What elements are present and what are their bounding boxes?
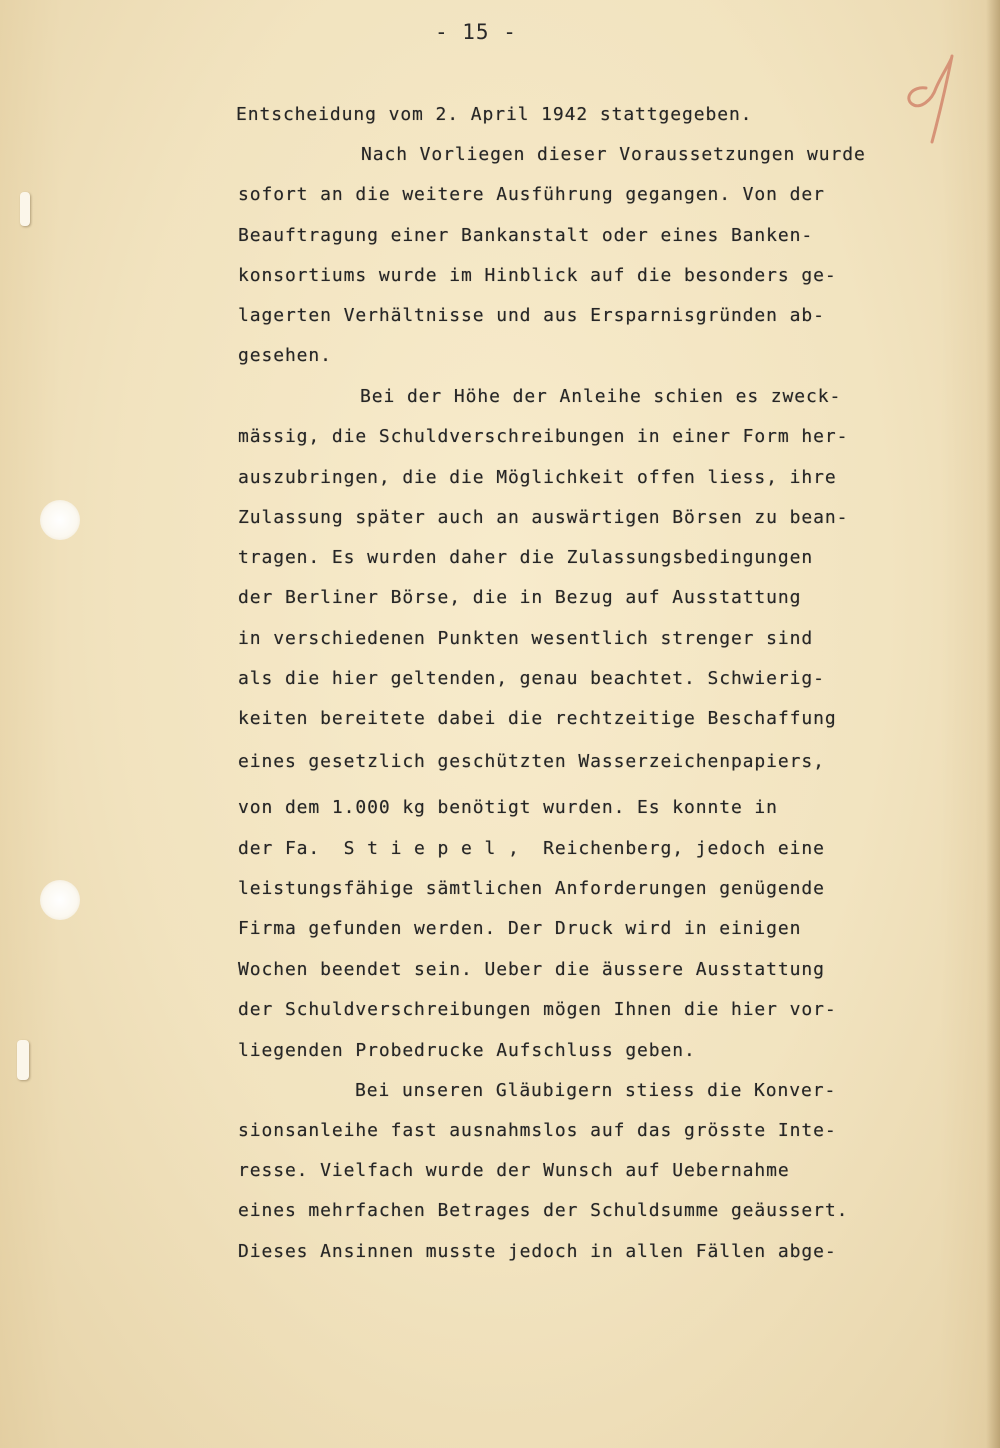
- text-line: gesehen.: [238, 345, 332, 366]
- text-line: sofort an die weitere Ausführung gegangen. Von der: [238, 184, 825, 205]
- paper-tear-upper: [20, 192, 30, 226]
- text-line: auszubringen, die die Möglichkeit offen liess, ihre: [238, 467, 837, 488]
- text-line: eines mehrfachen Betrages der Schuldsumme geäussert.: [238, 1200, 849, 1221]
- text-line: resse. Vielfach wurde der Wunsch auf Uebernahme: [238, 1160, 790, 1181]
- text-line: von dem 1.000 kg benötigt wurden. Es konnte in: [238, 797, 778, 818]
- text-line: Bei der Höhe der Anleihe schien es zweck-: [360, 386, 842, 407]
- margin-annotation: [892, 52, 964, 144]
- text-line: keiten bereitete dabei die rechtzeitige Beschaffung: [238, 708, 837, 729]
- text-line: Nach Vorliegen dieser Voraussetzungen wurde: [361, 144, 866, 165]
- text-line: tragen. Es wurden daher die Zulassungsbedingungen: [238, 547, 814, 568]
- text-line: Firma gefunden werden. Der Druck wird in einigen: [238, 918, 802, 939]
- text-line: eines gesetzlich geschützten Wasserzeichenpapiers,: [238, 751, 825, 772]
- text-line: als die hier geltenden, genau beachtet. Schwierig-: [238, 668, 825, 689]
- text-line: leistungsfähige sämtlichen Anforderungen genügende: [238, 878, 825, 899]
- text-line: Wochen beendet sein. Ueber die äussere Ausstattung: [238, 959, 825, 980]
- text-line: in verschiedenen Punkten wesentlich strenger sind: [238, 628, 814, 649]
- text-line: Zulassung später auch an auswärtigen Börsen zu bean-: [238, 507, 849, 528]
- punch-hole-upper: [40, 500, 80, 540]
- text-line: mässig, die Schuldverschreibungen in einer Form her-: [238, 426, 849, 447]
- paper-tear-lower: [17, 1040, 29, 1080]
- text-line: Dieses Ansinnen musste jedoch in allen Fällen abge-: [238, 1241, 837, 1262]
- text-line: konsortiums wurde im Hinblick auf die besonders ge-: [238, 265, 837, 286]
- text-line: liegenden Probedrucke Aufschluss geben.: [238, 1040, 696, 1061]
- page-number: - 15 -: [435, 20, 517, 44]
- text-line: Beauftragung einer Bankanstalt oder eines Banken-: [238, 225, 814, 246]
- text-line: der Berliner Börse, die in Bezug auf Ausstattung: [238, 587, 802, 608]
- text-line: Entscheidung vom 2. April 1942 stattgegeben.: [236, 104, 753, 125]
- punch-hole-lower: [40, 880, 80, 920]
- text-line: der Schuldverschreibungen mögen Ihnen die hier vor-: [238, 999, 837, 1020]
- margin-annotation-text: 9: [892, 52, 893, 53]
- text-line: Bei unseren Gläubigern stiess die Konver-: [355, 1080, 837, 1101]
- text-line: sionsanleihe fast ausnahmslos auf das grösste Inte-: [238, 1120, 837, 1141]
- text-line: lagerten Verhältnisse und aus Ersparnisgründen ab-: [238, 305, 825, 326]
- text-line: der Fa. S t i e p e l , Reichenberg, jedoch eine: [238, 838, 825, 859]
